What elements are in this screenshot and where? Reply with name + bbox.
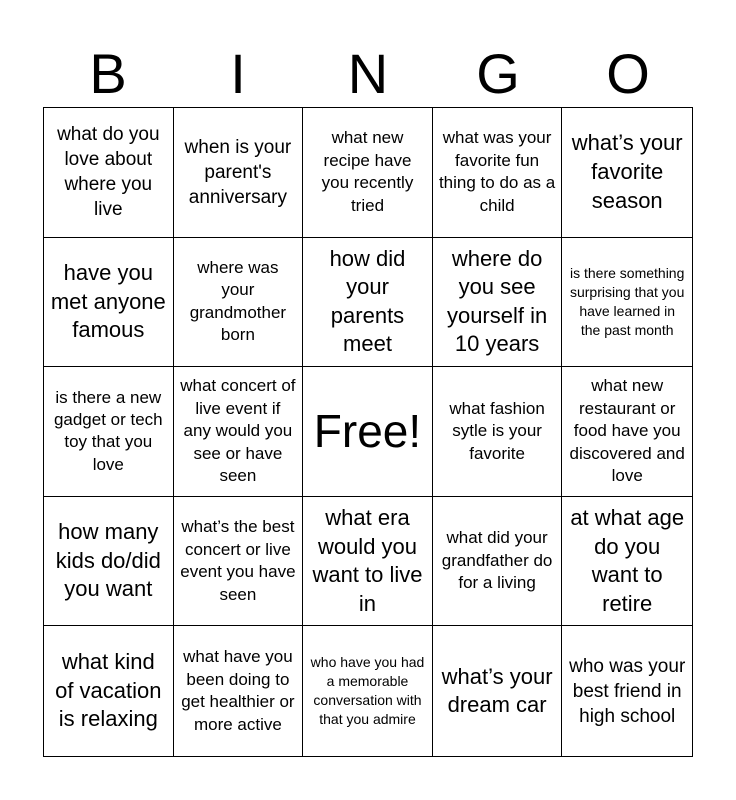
bingo-cell-r2-c2[interactable] (174, 238, 304, 368)
bingo-cell-r4-c1[interactable] (44, 497, 174, 627)
bingo-cell-r3-c5[interactable] (562, 367, 692, 497)
bingo-cell-r1-c5[interactable] (562, 108, 692, 238)
cell-text: what’s your dream car (441, 663, 553, 718)
bingo-cell-r2-c3[interactable] (303, 238, 433, 368)
bingo-cell-r1-c2[interactable] (174, 108, 304, 238)
cell-text: what new recipe have you recently tried (321, 128, 414, 215)
bingo-cell-r5-c1[interactable] (44, 626, 174, 756)
header-letter-n: N (347, 42, 389, 105)
header-letter-b: B (89, 42, 127, 105)
cell-text: what did your grandfather do for a living (441, 528, 553, 593)
bingo-cell-r5-c2[interactable] (174, 626, 304, 756)
free-space-label: Free! (313, 405, 422, 458)
cell-text: have you met anyone famous (50, 260, 166, 343)
bingo-cell-r2-c5[interactable] (562, 238, 692, 368)
bingo-cell-r1-c1[interactable] (44, 108, 174, 238)
cell-text: who have you had a memorable conversation with that you admire (310, 654, 425, 728)
cell-text: what’s your favorite season (571, 130, 683, 213)
cell-text: what’s the best concert or live event you have seen (180, 517, 296, 604)
cell-text: what new restaurant or food have you discovered and love (569, 376, 685, 486)
cell-text: how many kids do/did you want (55, 519, 161, 602)
header-letter-i: I (230, 42, 246, 105)
cell-text: where was your grandmother born (189, 258, 287, 345)
cell-text: what have you been doing to get healthier or more active (181, 647, 295, 734)
header-letter-o: O (606, 42, 650, 105)
cell-text: where do you see yourself in 10 years (446, 245, 548, 357)
bingo-cell-r2-c1[interactable] (44, 238, 174, 368)
bingo-cell-r4-c4[interactable] (433, 497, 563, 627)
bingo-cell-r5-c3[interactable] (303, 626, 433, 756)
cell-text: what era would you want to live in (312, 504, 423, 616)
bingo-cell-r4-c3[interactable] (303, 497, 433, 627)
bingo-board (43, 107, 693, 757)
cell-text: what fashion sytle is your favorite (449, 398, 545, 463)
bingo-cell-r2-c4[interactable] (433, 238, 563, 368)
cell-text: what kind of vacation is relaxing (55, 649, 162, 732)
header-letter-g: G (476, 42, 520, 105)
cell-text: when is your parent's anniversary (184, 136, 292, 208)
cell-text: what do you love about where you live (57, 124, 160, 221)
cell-text: who was your best friend in high school (569, 655, 686, 727)
bingo-cell-r5-c5[interactable] (562, 626, 692, 756)
bingo-cell-r3-c4[interactable] (433, 367, 563, 497)
bingo-cell-free-space[interactable] (303, 367, 433, 497)
cell-text: at what age do you want to retire (570, 504, 685, 616)
cell-text: is there something surprising that you have learned in the past month (569, 265, 685, 338)
bingo-cell-r4-c2[interactable] (174, 497, 304, 627)
bingo-cell-r3-c2[interactable] (174, 367, 304, 497)
cell-text: is there a new gadget or tech toy that you love (53, 387, 163, 474)
bingo-cell-r3-c1[interactable] (44, 367, 174, 497)
bingo-cell-r5-c4[interactable] (433, 626, 563, 756)
bingo-cell-r1-c3[interactable] (303, 108, 433, 238)
cell-text: what was your favorite fun thing to do as a child (438, 128, 556, 215)
bingo-cell-r4-c5[interactable] (562, 497, 692, 627)
cell-text: how did your parents meet (329, 245, 406, 357)
cell-text: what concert of live event if any would you see or have seen (180, 376, 296, 486)
bingo-cell-r1-c4[interactable] (433, 108, 563, 238)
bingo-header (43, 40, 693, 108)
